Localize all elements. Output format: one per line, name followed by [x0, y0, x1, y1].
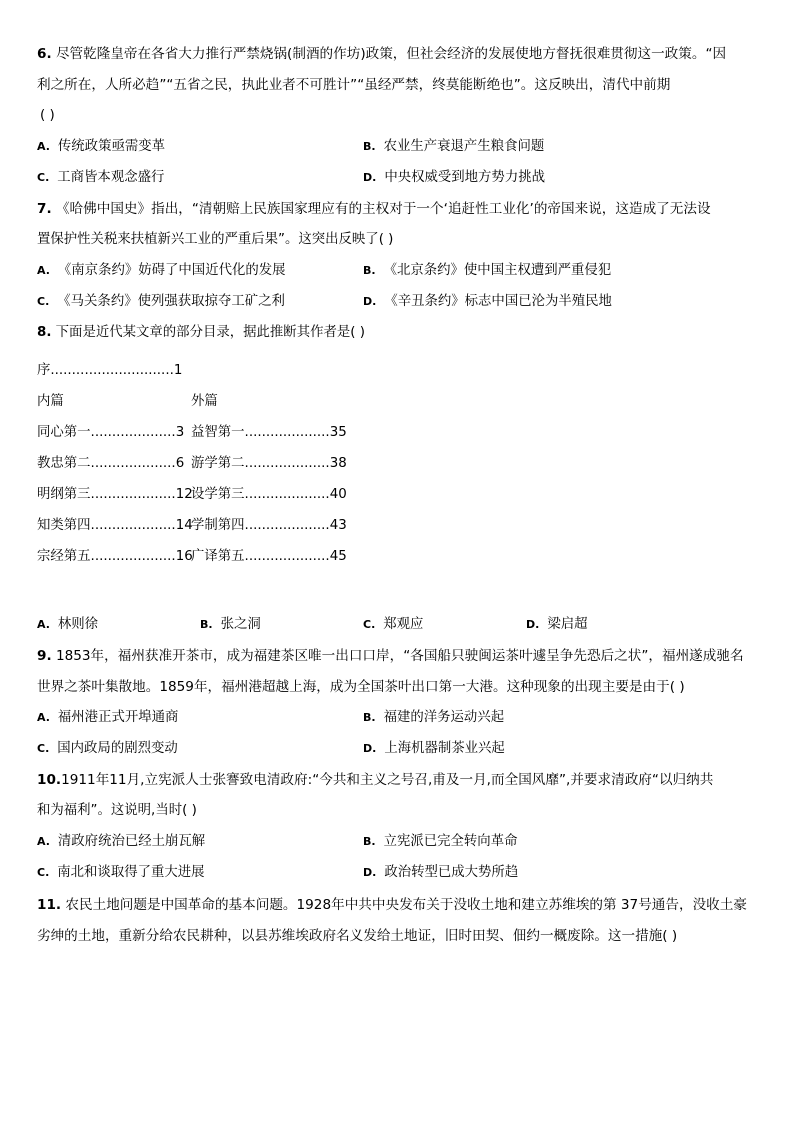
toc-inner-heading: 内篇 [37, 394, 64, 409]
q10-option-b: B. 立宪派已完全转向革命 [363, 834, 518, 849]
q6-option-b: B. 农业生产衰退产生粮食问题 [363, 139, 545, 154]
toc-outer-item: 益智第一....................35 [191, 425, 347, 440]
q7-option-a: A. 《南京条约》妨碍了中国近代化的发展 [37, 263, 286, 278]
q11-number: 11. [37, 897, 62, 913]
toc-outer-item: 游学第二....................38 [191, 456, 347, 471]
q9-option-b: B. 福建的洋务运动兴起 [363, 710, 505, 725]
q9-option-c: C. 国内政局的剧烈变动 [37, 741, 178, 756]
q6-option-d: D. 中央权威受到地方势力挑战 [363, 170, 545, 185]
q8-option-d: D. 梁启超 [526, 617, 588, 632]
toc-outer-heading: 外篇 [191, 394, 218, 409]
toc-inner-item: 知类第四....................14 [37, 518, 193, 533]
q8-option-b: B. 张之洞 [200, 617, 261, 632]
q7-number: 7. [37, 201, 52, 217]
q8-option-a: A. 林则徐 [37, 617, 99, 632]
q7-line1: 7. 《哈佛中国史》指出，“清朝赔上民族国家理应有的主权对于一个‘追赶性工业化’的帝国来说，这造成了无法设 [37, 201, 711, 217]
toc-outer-item: 设学第三....................40 [191, 487, 347, 502]
q6-option-c: C. 工商皆本观念盛行 [37, 170, 165, 185]
toc-inner-item: 明纲第三....................12 [37, 487, 193, 502]
q10-option-c: C. 南北和谈取得了重大进展 [37, 865, 205, 880]
q7-option-c: C. 《马关条约》使列强获取掠夺工矿之利 [37, 294, 285, 309]
q9-option-a: A. 福州港正式开埠通商 [37, 710, 179, 725]
q8-number: 8. [37, 325, 52, 340]
q10-option-a: A. 清政府统治已经土崩瓦解 [37, 834, 206, 849]
toc-inner-item: 宗经第五....................16 [37, 549, 193, 564]
q8-option-c: C. 郑观应 [363, 617, 424, 632]
q7-option-b: B. 《北京条约》使中国主权遭到严重侵犯 [363, 263, 612, 278]
q7-line2: 置保护性关税来扶植新兴工业的严重后果”。这突出反映了( ) [37, 232, 394, 247]
q8-line1: 8. 下面是近代某文章的部分目录，据此推断其作者是( ) [37, 325, 365, 340]
toc-outer-item: 学制第四....................43 [191, 518, 347, 533]
q10-line2: 和为福利”。这说明,当时( ) [37, 803, 197, 818]
q11-line1: 11. 农民土地问题是中国革命的基本问题。1928年中共中央发布关于没收土地和建立苏维埃的第 37号通告，没收土豪 [37, 897, 747, 913]
toc-inner-item: 教忠第二....................6 [37, 456, 185, 471]
q10-number: 10. [37, 772, 62, 788]
q7-option-d: D. 《辛丑条约》标志中国已沦为半殖民地 [363, 294, 612, 309]
q6-line3: ( ) [40, 108, 55, 123]
q6-option-a: A. 传统政策亟需变革 [37, 139, 166, 154]
q6-line2: 利之所在，人所必趋”“五省之民，执此业者不可胜计”“虽经严禁，终莫能断绝也”。这反映出，清代中前期 [37, 77, 671, 93]
q10-option-d: D. 政治转型已成大势所趋 [363, 865, 519, 880]
toc-preface: 序.............................1 [37, 363, 183, 378]
toc-outer-item: 广译第五....................45 [191, 549, 347, 564]
q6-line1: 6. 尽管乾隆皇帝在各省大力推行严禁烧锅(制酒的作坊)政策，但社会经济的发展使地方督抚很难贯彻这一政策。“因 [37, 46, 727, 62]
q9-option-d: D. 上海机器制茶业兴起 [363, 741, 505, 756]
q9-number: 9. [37, 648, 52, 664]
q6-number: 6. [37, 46, 52, 62]
toc-inner-item: 同心第一....................3 [37, 425, 185, 440]
q9-line2: 世界之茶叶集散地。1859年，福州港超越上海，成为全国茶叶出口第一大港。这种现象的出现主要是由于( ) [37, 679, 685, 695]
q9-line1: 9. 1853年，福州获准开茶市，成为福建茶区唯一出口口岸，“各国船只驶闽运茶叶遽呈争先恐后之状”，福州遂成驰名 [37, 648, 744, 664]
q11-line2: 劣绅的土地，重新分给农民耕种，以县苏维埃政府名义发给土地证，旧时田契、佃约一概废除。这一措施( ) [37, 928, 678, 944]
q10-line1: 10.1911年11月,立宪派人士张謇致电清政府:“今共和主义之号召,甫及一月,而全国风靡”,并要求清政府“以归纳共 [37, 772, 714, 788]
